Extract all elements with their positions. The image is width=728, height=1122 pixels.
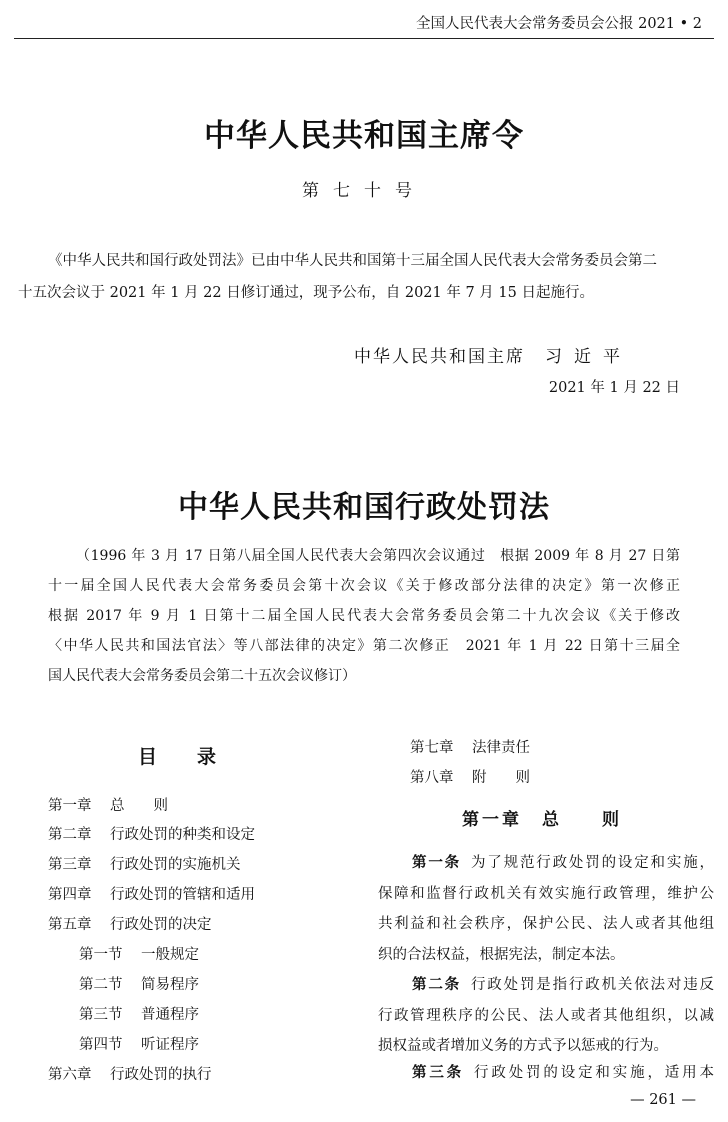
article-line: 行政管理秩序的公民、法人或者其他组织，以减: [378, 1007, 714, 1024]
article-label: 第二条: [412, 976, 461, 993]
toc-item: [410, 766, 530, 787]
toc-item-number: 第六章: [48, 1067, 92, 1083]
toc-item-label: 普通程序: [141, 1007, 199, 1023]
toc-subitem: [79, 943, 199, 964]
toc-item-number: 第四章: [48, 887, 92, 903]
toc-item-number: 第一章: [48, 798, 92, 814]
order-body-line: 《中华人民共和国行政处罚法》已由中华人民共和国第十三届全国人民代表大会常务委员会第二: [48, 253, 657, 269]
amendment-history: [48, 541, 680, 691]
article-line: 共利益和社会秩序，保护公民、法人或者其他组: [378, 916, 714, 932]
article-line: 第三条 行政处罚的设定和实施，适用本: [412, 1064, 714, 1081]
toc-item-number: 第七章: [410, 740, 454, 756]
toc-item: [48, 794, 168, 815]
toc-item: [410, 736, 530, 757]
toc-item-number: 第五章: [48, 917, 92, 933]
article-3: [378, 1058, 714, 1089]
law-title: 中华人民共和国行政处罚法: [178, 490, 550, 525]
article-line: 第一条 为了规范行政处罚的设定和实施，: [412, 854, 715, 871]
toc-item-number: 第四节: [79, 1037, 123, 1053]
article-label: 第三条: [412, 1064, 465, 1081]
toc-item: [48, 883, 255, 904]
history-line: （1996 年 3 月 17 日第八届全国人民代表大会第四次会议通过 根据 2009 年 8 月 27 日第: [76, 548, 680, 564]
toc-item-label: 简易程序: [141, 977, 199, 993]
toc-item-number: 第三节: [79, 1007, 123, 1023]
history-line: 国人民代表大会常务委员会第二十五次会议修订）: [48, 668, 356, 684]
toc-title: 目录: [138, 746, 257, 768]
toc-item-label: 行政处罚的执行: [110, 1067, 212, 1083]
toc-item-label: 总 则: [110, 798, 168, 814]
article-label: 第一条: [412, 854, 461, 871]
toc-item-label: 行政处罚的决定: [110, 917, 212, 933]
toc-subitem: [79, 1003, 199, 1024]
toc-item-number: 第八章: [410, 770, 454, 786]
signatory-name: 习近平: [545, 347, 632, 367]
article-line: 损权益或者增加义务的方式予以惩戒的行为。: [378, 1038, 668, 1054]
order-body-line: 十五次会议于 2021 年 1 月 22 日修订通过，现予公布，自 2021 年 7 月 15 日起施行。: [18, 285, 594, 301]
order-title: 中华人民共和国主席令: [204, 118, 524, 154]
toc-item: [48, 823, 255, 844]
article-1: [378, 848, 714, 970]
toc-item-label: 一般规定: [141, 947, 199, 963]
article-2: [378, 970, 714, 1062]
chapter-heading: 第一章 总 则: [462, 810, 622, 830]
toc-item-label: 行政处罚的实施机关: [110, 857, 241, 873]
order-body: [18, 245, 712, 309]
toc-item-number: 第二章: [48, 827, 92, 843]
history-line: 十一届全国人民代表大会常务委员会第十次会议《关于修改部分法律的决定》第一次修正: [48, 578, 680, 594]
toc-subitem: [79, 973, 199, 994]
toc-item-label: 听证程序: [141, 1037, 199, 1053]
article-line: 织的合法权益，根据宪法，制定本法。: [378, 946, 625, 963]
toc-item-number: 第二节: [79, 977, 123, 993]
toc-item-number: 第一节: [79, 947, 123, 963]
toc-item: [48, 913, 212, 934]
toc-item-label: 行政处罚的管辖和适用: [110, 887, 255, 903]
history-line: 根据 2017 年 9 月 1 日第十二届全国人民代表大会常务委员会第二十九次会议《关于修改: [48, 608, 680, 624]
toc-item: [48, 1063, 212, 1084]
toc-item: [48, 853, 241, 874]
toc-subitem: [79, 1033, 199, 1054]
article-line: 保障和监督行政机关有效实施行政管理，维护公: [378, 885, 714, 902]
header-divider: [14, 38, 714, 39]
article-line: 第二条 行政处罚是指行政机关依法对违反: [412, 976, 715, 993]
history-line: 〈中华人民共和国法官法〉等八部法律的决定》第二次修正 2021 年 1 月 22 日第十三届全: [48, 638, 680, 654]
running-head: 全国人民代表大会常务委员会公报 2021 • 2: [415, 16, 702, 32]
order-date: 2021 年 1 月 22 日: [548, 380, 680, 396]
toc-item-label: 附 则: [472, 770, 530, 786]
page-number: — 261 —: [630, 1092, 696, 1108]
toc-item-label: 行政处罚的种类和设定: [110, 827, 255, 843]
signatory-title: 中华人民共和国主席: [354, 347, 525, 367]
toc-item-number: 第三章: [48, 857, 92, 873]
toc-item-label: 法律责任: [472, 740, 530, 756]
signature-block: [354, 342, 632, 367]
order-number: 第七十号: [302, 181, 426, 201]
